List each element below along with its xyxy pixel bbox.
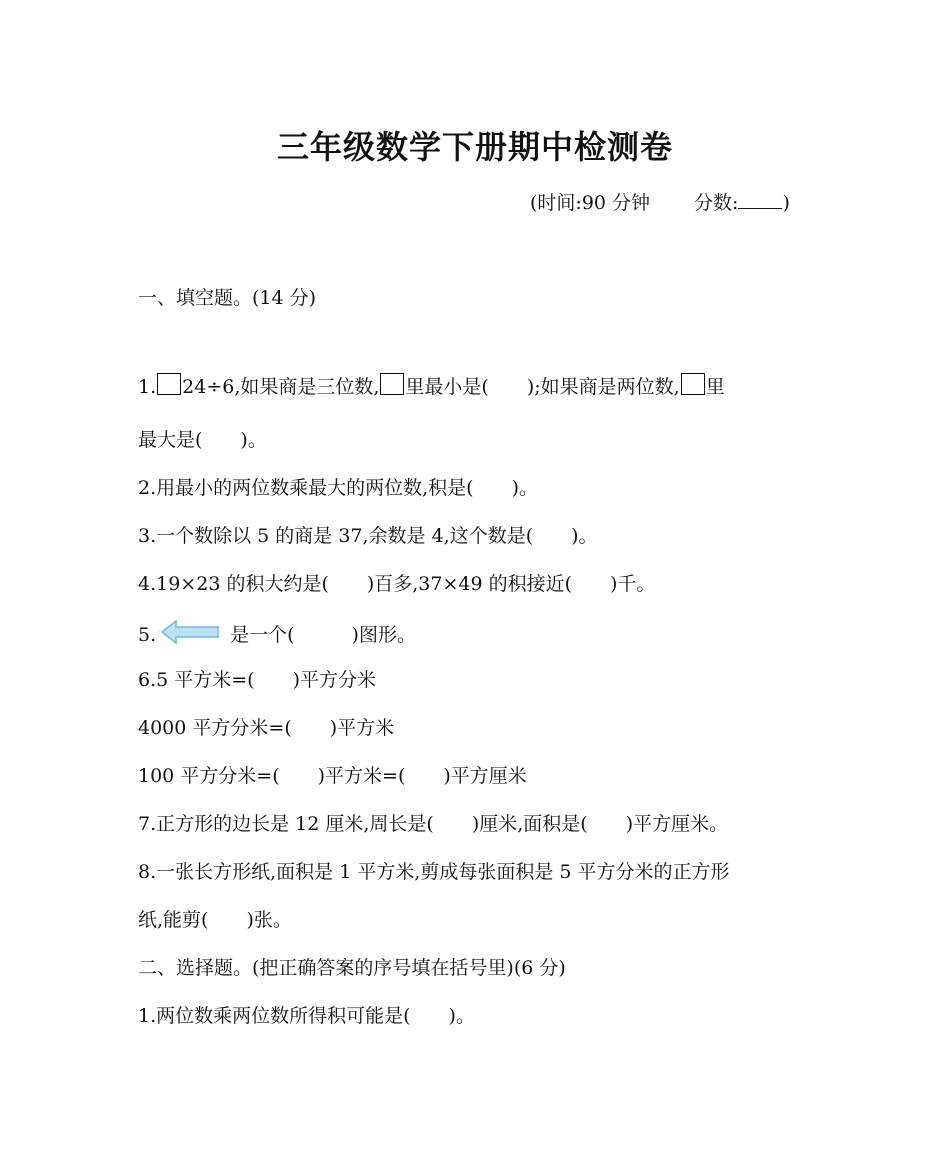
q5-number: 5. — [138, 624, 157, 646]
score-close: ) — [782, 192, 790, 214]
question-6b: 4000 平方分米=( )平方米 — [138, 717, 395, 739]
page-title: 三年级数学下册期中检测卷 — [276, 128, 673, 166]
q1-part-b: 里最小是( — [405, 376, 489, 398]
score-blank — [738, 192, 782, 209]
q1-part-a: 24÷6,如果商是三位数, — [182, 376, 380, 398]
question-8b: 纸,能剪( )张。 — [138, 909, 292, 931]
section2-question-1: 1.两位数乘两位数所得积可能是( )。 — [138, 1005, 475, 1027]
section1-heading: 一、填空题。(14 分) — [138, 287, 317, 309]
square-box-icon — [157, 373, 181, 395]
section2-heading: 二、选择题。(把正确答案的序号填在括号里)(6 分) — [138, 957, 566, 979]
question-1-line2: 最大是( )。 — [138, 429, 267, 451]
q1-part-c: );如果商是两位数, — [526, 376, 680, 398]
question-6c: 100 平方分米=( )平方米=( )平方厘米 — [138, 765, 527, 787]
question-4: 4.19×23 的积大约是( )百多,37×49 的积接近( )千。 — [138, 573, 656, 595]
q5-text: 是一个( )图形。 — [230, 624, 416, 646]
question-8a: 8.一张长方形纸,面积是 1 平方米,剪成每张面积是 5 平方分米的正方形 — [138, 861, 730, 883]
exam-meta — [530, 188, 790, 215]
question-7: 7.正方形的边长是 12 厘米,周长是( )厘米,面积是( )平方厘米。 — [138, 813, 729, 835]
question-2: 2.用最小的两位数乘最大的两位数,积是( )。 — [138, 477, 538, 499]
left-arrow-shape-icon — [158, 619, 222, 652]
square-box-icon — [681, 373, 705, 395]
question-6a: 6.5 平方米=( )平方分米 — [138, 669, 377, 691]
q1-part-d: 里 — [705, 376, 725, 398]
q1-number: 1. — [138, 376, 157, 398]
square-box-icon — [380, 373, 404, 395]
question-1 — [138, 373, 725, 400]
question-5 — [138, 619, 416, 652]
time-label: (时间:90 分钟 — [530, 192, 651, 214]
question-3: 3.一个数除以 5 的商是 37,余数是 4,这个数是( )。 — [138, 525, 598, 547]
score-label: 分数: — [694, 192, 739, 214]
